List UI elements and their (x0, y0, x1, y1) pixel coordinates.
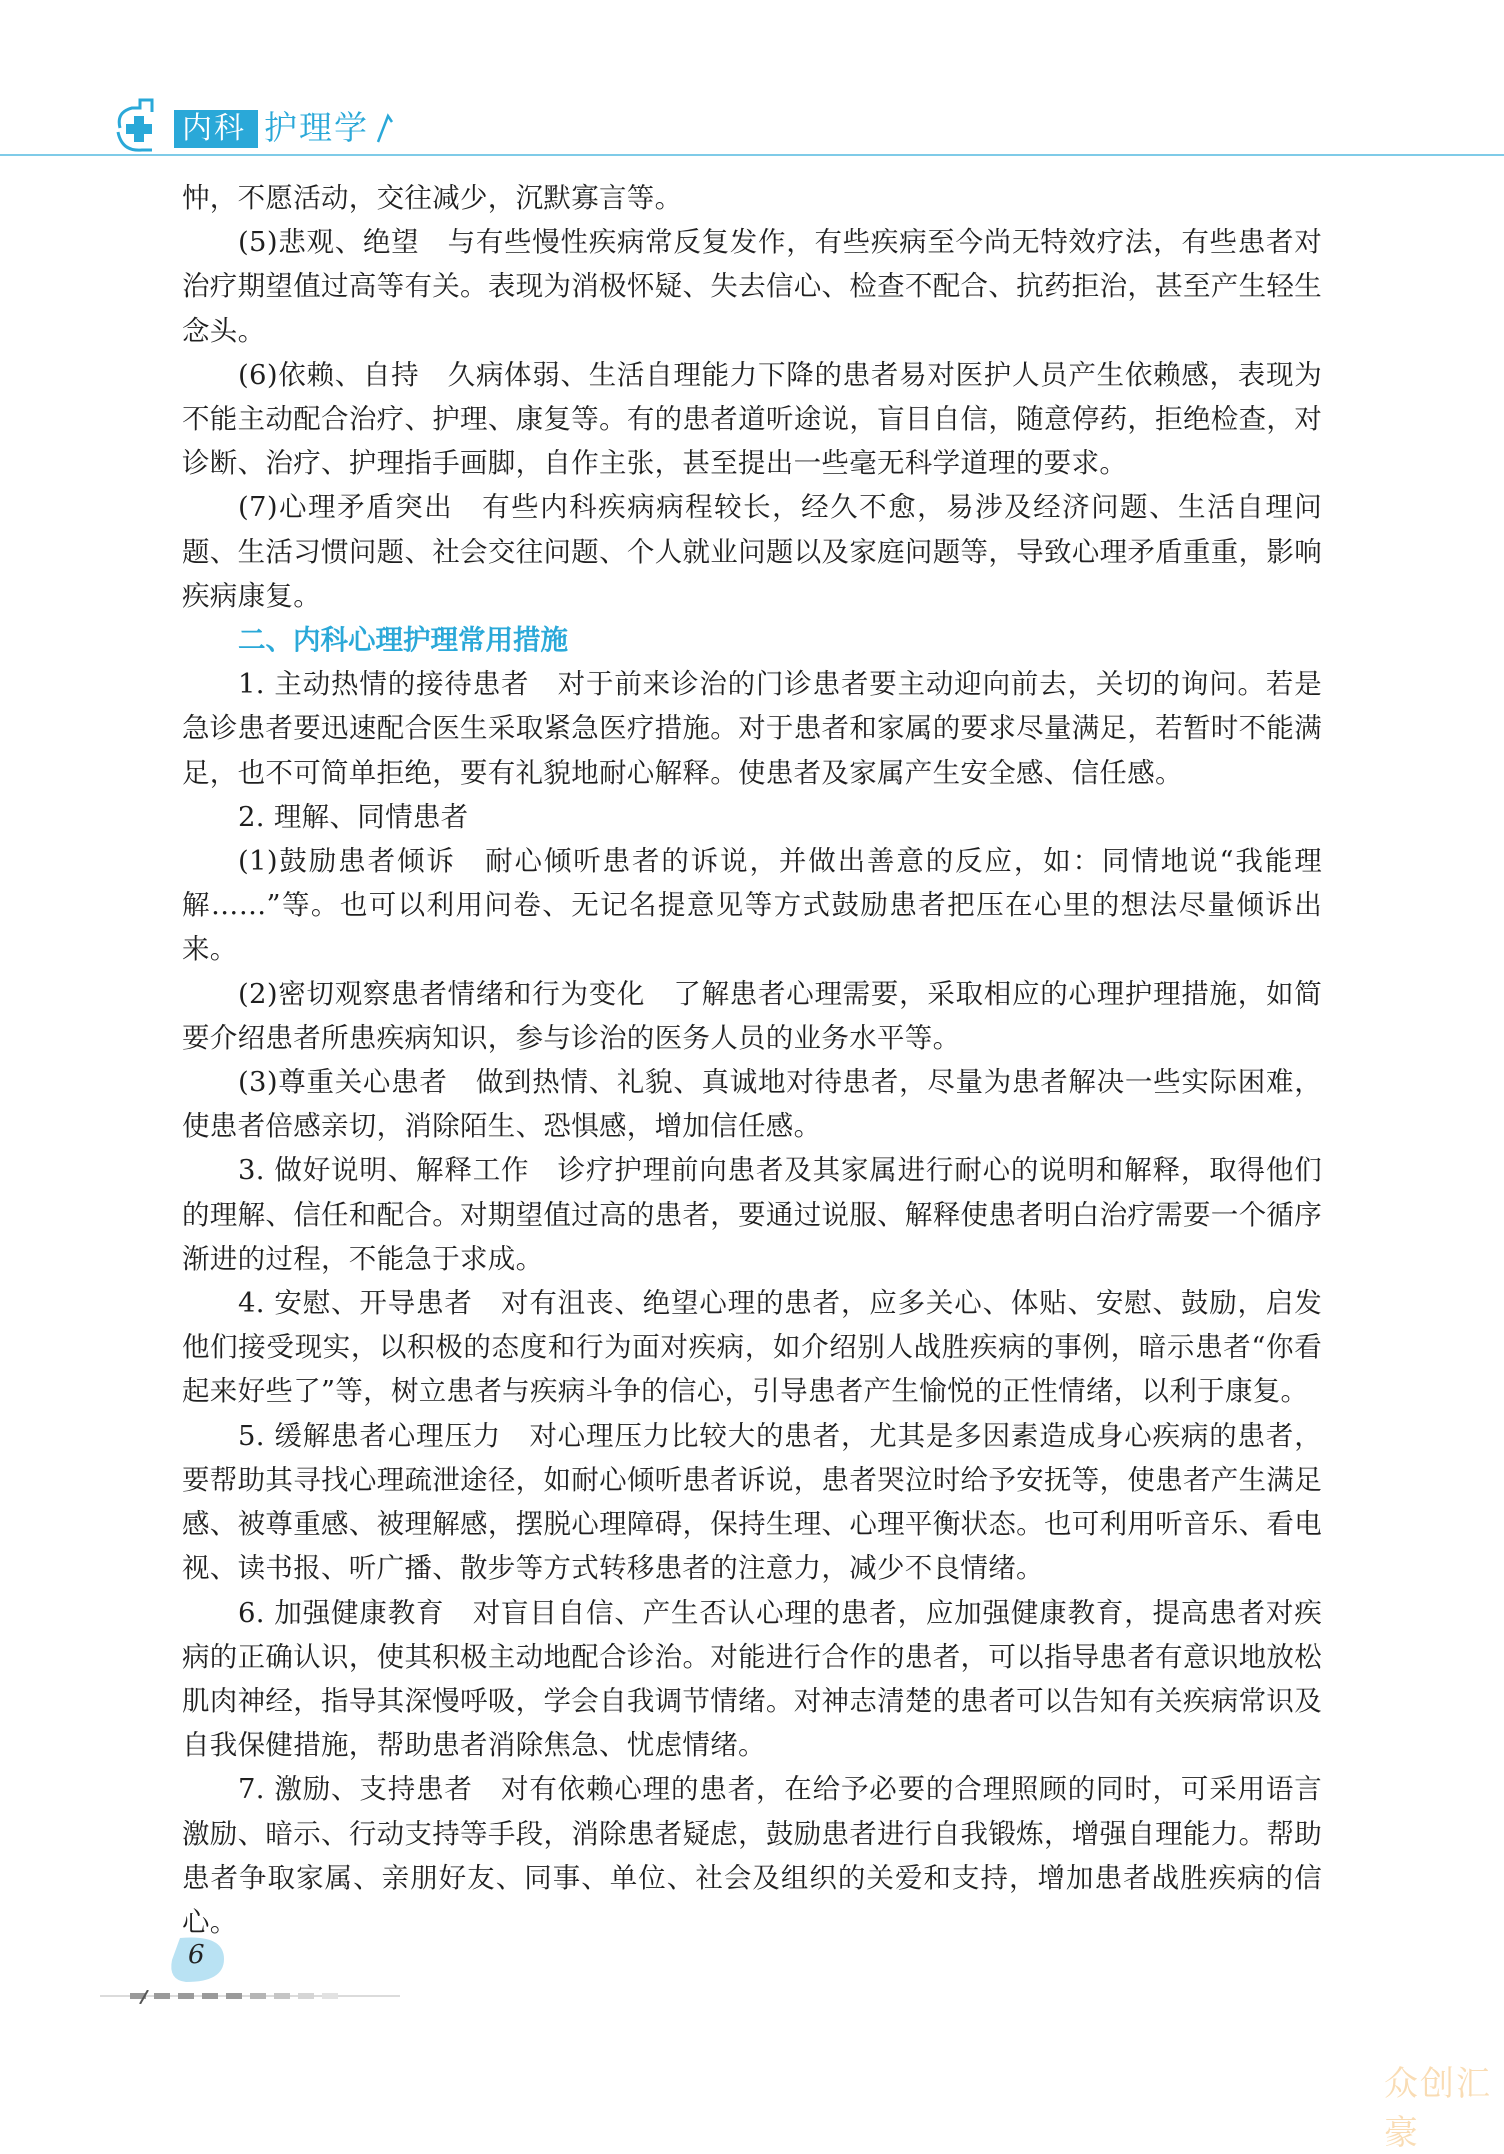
section-heading: 二、内科心理护理常用措施 (238, 624, 568, 657)
measure-paragraph: 1. 主动热情的接待患者 对于前来诊治的门诊患者要主动迎向前去，关切的询问。若是急诊患者要迅速配合医生采取紧急医疗措施。对于患者和家属的要求尽量满足，若暂时不能满足，也不可简单拒绝，要有礼貌地耐心解释。使患者及家属产生安全感、信任感。 (182, 668, 1322, 789)
paragraph: (5)悲观、绝望 与有些慢性疾病常反复发作，有些疾病至今尚无特效疗法，有些患者对治疗期望值过高等有关。表现为消极怀疑、失去信心、检查不配合、抗药拒治，甚至产生轻生念头。 (182, 226, 1322, 347)
measure-paragraph: 6. 加强健康教育 对盲目自信、产生否认心理的患者，应加强健康教育，提高患者对疾病的正确认识，使其积极主动地配合诊治。对能进行合作的患者，可以指导患者有意识地放松肌肉神经，指导其深慢呼吸，学会自我调节情绪。对神志清楚的患者可以告知有关疾病常识及自我保健措施，帮助患者消除焦急、忧虑情绪。 (182, 1596, 1322, 1762)
measure-paragraph: 2. 理解、同情患者 (238, 800, 469, 833)
measure-paragraph: 7. 激励、支持患者 对有依赖心理的患者，在给予必要的合理照顾的同时，可采用语言激励、暗示、行动支持等手段，消除患者疑虑，鼓励患者进行自我锻炼，增强自理能力。帮助患者争取家属、亲朋好友、同事、单位、社会及组织的关爱和支持，增加患者战胜疾病的信心。 (182, 1773, 1322, 1938)
measure-paragraph: (1)鼓励患者倾诉 耐心倾听患者的诉说，并做出善意的反应，如：同情地说“我能理解……”等。也可以利用问卷、无记名提意见等方式鼓励患者把压在心里的想法尽量倾诉出来。 (182, 845, 1322, 966)
pen-tick-icon (374, 112, 394, 144)
measure-paragraph: (3)尊重关心患者 做到热情、礼貌、真诚地对待患者，尽量为患者解决一些实际困难，使患者倍感亲切，消除陌生、恐惧感，增加信任感。 (182, 1066, 1322, 1143)
medical-cross-icon (112, 98, 176, 156)
measure-paragraph: 4. 安慰、开导患者 对有沮丧、绝望心理的患者，应多关心、体贴、安慰、鼓励，启发他们接受现实，以积极的态度和行为面对疾病，如介绍别人战胜疾病的事例，暗示患者“你看起来好些了”等，树立患者与疾病斗争的信心，引导患者产生愉悦的正性情绪，以利于康复。 (182, 1287, 1322, 1408)
page-body (182, 176, 1322, 1944)
title-highlight: 内科 (174, 110, 258, 148)
page-header (0, 0, 1504, 160)
page-number: 6 (188, 1940, 205, 1970)
measure-paragraph: 5. 缓解患者心理压力 对心理压力比较大的患者，尤其是多因素造成身心疾病的患者，要帮助其寻找心理疏泄途径，如耐心倾听患者诉说，患者哭泣时给予安抚等，使患者产生满足感、被尊重感、被理解感，摆脱心理障碍，保持生理、心理平衡状态。也可利用听音乐、看电视、读书报、听广播、散步等方式转移患者的注意力，减少不良情绪。 (182, 1419, 1322, 1585)
paragraph: (6)依赖、自持 久病体弱、生活自理能力下降的患者易对医护人员产生依赖感，表现为不能主动配合治疗、护理、康复等。有的患者道听途说，盲目自信，随意停药，拒绝检查，对诊断、治疗、护理指手画脚，自作主张，甚至提出一些毫无科学道理的要求。 (182, 358, 1322, 480)
measure-paragraph: 3. 做好说明、解释工作 诊疗护理前向患者及其家属进行耐心的说明和解释，取得他们的理解、信任和配合。对期望值过高的患者，要通过说服、解释使患者明白治疗需要一个循序渐进的过程，不能急于求成。 (182, 1154, 1322, 1275)
header-divider (0, 154, 1504, 156)
watermark: 众创汇豪 (1384, 2064, 1492, 2153)
paragraph: (7)心理矛盾突出 有些内科疾病病程较长，经久不愈，易涉及经济问题、生活自理问题、生活习惯问题、社会交往问题、个人就业问题以及家庭问题等，导致心理矛盾重重，影响疾病康复。 (182, 491, 1322, 612)
measure-paragraph: (2)密切观察患者情绪和行为变化 了解患者心理需要，采取相应的心理护理措施，如简要介绍患者所患疾病知识，参与诊治的医务人员的业务水平等。 (182, 977, 1322, 1054)
footer-dashed-rule (100, 1990, 400, 2004)
paragraph: 忡，不愿活动，交往减少，沉默寡言等。 (182, 182, 683, 214)
title-text: 护理学 (264, 108, 369, 147)
book-title-logo (112, 98, 402, 156)
